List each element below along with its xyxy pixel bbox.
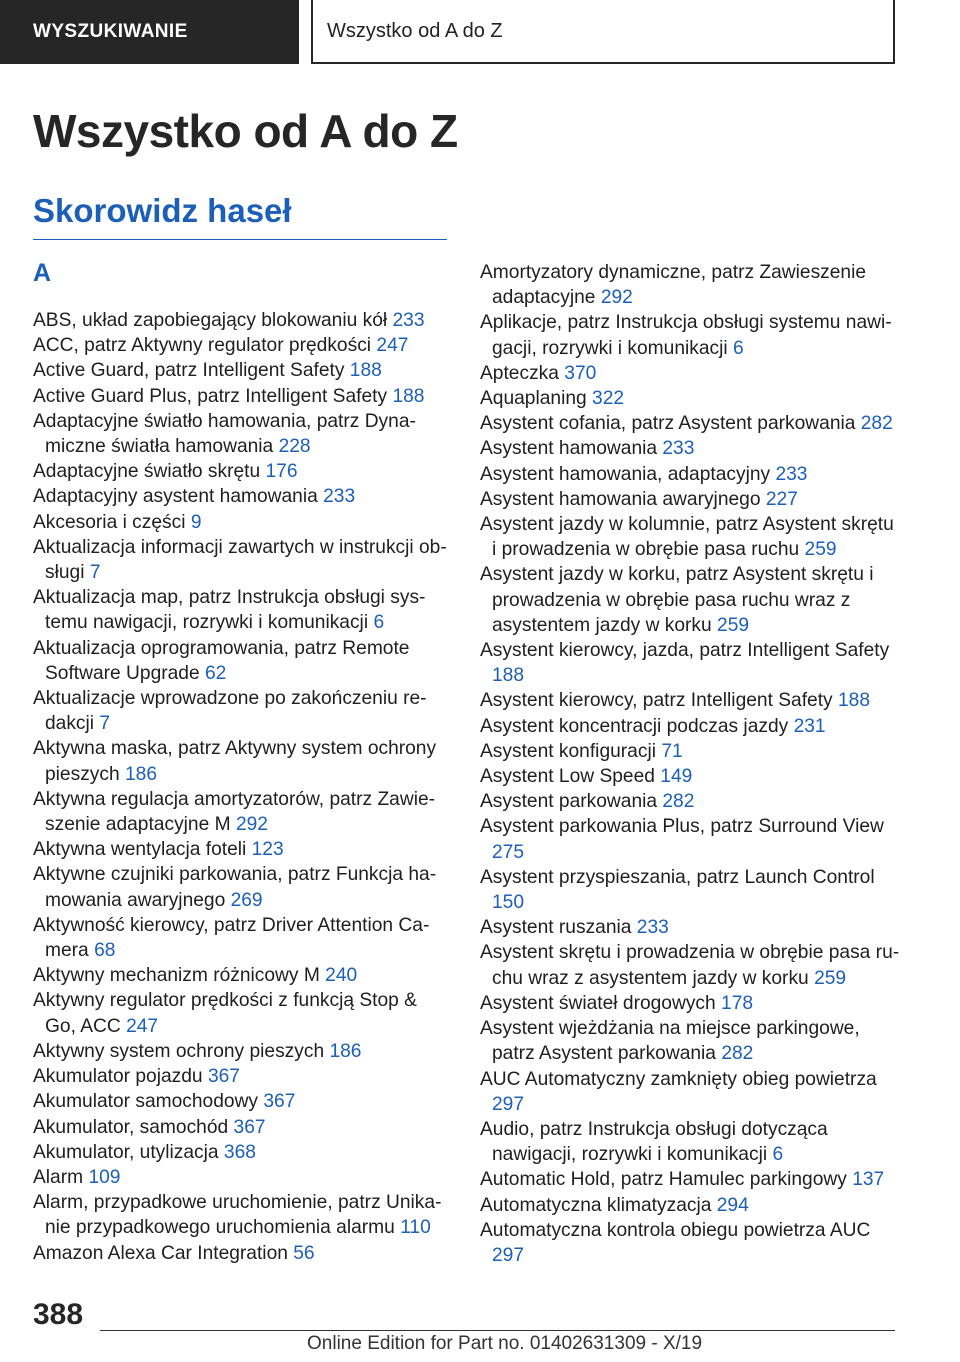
- index-entry: [33, 1089, 451, 1114]
- index-entry: [33, 510, 451, 535]
- index-entry-term: ABS, układ zapobiegający blokowaniu kół: [33, 310, 388, 331]
- index-entry: [33, 1064, 451, 1089]
- index-entry: [480, 512, 900, 562]
- index-entry: [480, 638, 900, 688]
- index-entry: [33, 459, 451, 484]
- index-entry: [33, 308, 451, 333]
- index-entry-page-link[interactable]: 247: [376, 335, 409, 357]
- index-entry: [33, 913, 451, 963]
- index-entry-page-link[interactable]: 71: [661, 740, 683, 762]
- tab-a-to-z-label: Wszystko od A do Z: [327, 19, 503, 42]
- index-entry: [33, 535, 451, 585]
- index-entry: [480, 310, 900, 360]
- index-entry-page-link[interactable]: 297: [492, 1093, 525, 1115]
- index-entry-term: Adaptacyjny asystent hamowania: [33, 486, 318, 508]
- tab-a-to-z[interactable]: [311, 0, 895, 64]
- index-entry-page-link[interactable]: 367: [233, 1116, 266, 1138]
- page-title: Wszystko od A do Z: [33, 105, 458, 157]
- index-entry-term: Asystent kierowcy, patrz Intelligent Safety: [480, 690, 833, 712]
- index-entry-term: Asystent świateł drogowych: [480, 992, 716, 1014]
- index-entry-page-link[interactable]: 150: [492, 892, 525, 914]
- footer-text: Online Edition for Part no. 01402631309 - X/19: [307, 1333, 703, 1354]
- index-entry: [480, 260, 900, 310]
- index-entry-page-link[interactable]: 6: [373, 612, 385, 634]
- index-entry-term: Asystent wjeżdżania na miejsce parkingowe, patrz Asystent parkowania: [480, 1018, 860, 1065]
- index-entry-page-link[interactable]: 233: [775, 463, 808, 485]
- index-entry-page-link[interactable]: 186: [125, 763, 158, 785]
- index-entry-term: Aktualizacja map, patrz Instrukcja obsługi systemu nawigacji, rozrywki i komunikacji: [33, 587, 426, 634]
- index-entry-page-link[interactable]: 240: [325, 965, 358, 987]
- index-entry-page-link[interactable]: 367: [263, 1091, 296, 1113]
- index-entry-page-link[interactable]: 176: [265, 461, 298, 483]
- index-entry: [480, 1067, 900, 1117]
- index-entry-page-link[interactable]: 137: [852, 1169, 885, 1191]
- index-entry: [33, 736, 451, 786]
- index-entry-term: Aktywna wentylacja foteli: [33, 839, 247, 861]
- index-entry-term: Aktywny regulator prędkości z funkcją Stop & Go, ACC: [33, 990, 417, 1037]
- index-entry-page-link[interactable]: 368: [223, 1141, 256, 1163]
- index-entry-term: Audio, patrz Instrukcja obsługi dotycząca nawigacji, rozrywki i komunikacji: [480, 1118, 828, 1166]
- index-entry: [480, 865, 900, 915]
- page-number: 388: [33, 1298, 84, 1331]
- index-letter: A: [33, 259, 52, 287]
- index-entry: [33, 409, 451, 459]
- index-entry-page-link[interactable]: 109: [88, 1166, 121, 1188]
- index-entry: [33, 585, 451, 635]
- index-entry-term: Asystent hamowania awaryjnego: [480, 488, 761, 510]
- index-entry-page-link[interactable]: 259: [717, 614, 750, 636]
- index-entry-page-link[interactable]: 123: [251, 839, 284, 861]
- index-entry-term: Adaptacyjne światło skrętu: [33, 461, 261, 483]
- index-entry-term: Aktualizacje wprowadzone po zakończeniu redakcji: [33, 688, 427, 735]
- index-entry: [33, 862, 451, 912]
- index-entry: [480, 714, 900, 739]
- index-entry-page-link[interactable]: 297: [492, 1244, 525, 1266]
- index-entry: [33, 1140, 451, 1165]
- index-entry: [480, 487, 900, 512]
- index-entry: [33, 787, 451, 837]
- index-entry-page-link[interactable]: 322: [592, 388, 625, 410]
- index-entry-page-link[interactable]: 233: [323, 486, 356, 508]
- index-entry: [33, 333, 451, 358]
- index-entry-page-link[interactable]: 188: [492, 665, 525, 687]
- index-entry-term: Alarm, przypadkowe uruchomienie, patrz Unikanie przypadkowego uruchomienia alarmu: [33, 1192, 442, 1239]
- index-entry-page-link[interactable]: 282: [721, 1043, 754, 1065]
- index-entry: [33, 384, 451, 409]
- tab-bar: [0, 0, 960, 66]
- index-entry-term: Amazon Alexa Car Integration: [33, 1242, 288, 1264]
- tab-search-label: WYSZUKIWANIE: [33, 21, 188, 42]
- index-entry-term: Aktualizacja oprogramowania, patrz Remote Software Upgrade: [33, 637, 410, 684]
- index-entry-term: Asystent parkowania: [480, 791, 658, 813]
- index-entry: [33, 963, 451, 988]
- index-entry-term: AUC Automatyczny zamknięty obieg powietrza: [480, 1068, 877, 1090]
- index-entry-term: Alarm: [33, 1166, 84, 1188]
- index-entry: [480, 411, 900, 436]
- index-entry: [480, 814, 900, 864]
- index-entry: [33, 1039, 451, 1064]
- index-entry: [33, 484, 451, 509]
- index-entry-term: Automatyczna kontrola obiegu powietrza AUC: [480, 1219, 871, 1241]
- index-entry-page-link[interactable]: 178: [721, 992, 754, 1014]
- index-entry: [480, 436, 900, 461]
- index-entry-term: Aquaplaning: [480, 388, 587, 410]
- index-entry-term: Aktywna maska, patrz Aktywny system ochrony pieszych: [33, 738, 437, 785]
- index-entry: [480, 1193, 900, 1218]
- index-entry-term: Adaptacyjne światło hamowania, patrz Dynamiczne światła hamowania: [33, 410, 416, 458]
- index-entry-term: Aplikacje, patrz Instrukcja obsługi systemu nawigacji, rozrywki i komunikacji: [480, 312, 892, 359]
- index-entry-term: Asystent konfiguracji: [480, 740, 656, 762]
- index-entry-term: Aktywność kierowcy, patrz Driver Attention Camera: [33, 914, 430, 962]
- index-entry-page-link[interactable]: 188: [392, 385, 425, 407]
- index-entry-term: Asystent hamowania: [480, 438, 658, 460]
- index-entry-term: Active Guard Plus, patrz Intelligent Safety: [33, 385, 388, 407]
- index-entry: [480, 361, 900, 386]
- index-entry-term: Asystent jazdy w korku, patrz Asystent skrętu i prowadzenia w obrębie pasa ruchu wraz z asystentem jazdy w korku: [480, 564, 874, 636]
- index-entry: [480, 688, 900, 713]
- index-entry-page-link[interactable]: 294: [716, 1194, 749, 1216]
- index-entry-term: Asystent ruszania: [480, 917, 632, 939]
- index-entry-term: ACC, patrz Aktywny regulator prędkości: [33, 335, 372, 357]
- index-entry-term: Akumulator, utylizacja: [33, 1141, 219, 1163]
- index-entry: [33, 1115, 451, 1140]
- index-entry-term: Asystent koncentracji podczas jazdy: [480, 715, 789, 737]
- index-entry-term: Aktualizacja informacji zawartych w instrukcji obsługi: [33, 536, 447, 584]
- index-entry-term: Akumulator, samochód: [33, 1116, 229, 1138]
- index-entry-page-link[interactable]: 292: [235, 814, 268, 836]
- index-entry-term: Apteczka: [480, 362, 559, 384]
- footer-rule: [100, 1330, 895, 1331]
- index-entry: [480, 739, 900, 764]
- index-entry-page-link[interactable]: 231: [793, 715, 826, 737]
- index-entry-term: Asystent hamowania, adaptacyjny: [480, 463, 771, 485]
- index-entry-page-link[interactable]: 282: [860, 413, 893, 435]
- index-entry: [480, 1016, 900, 1066]
- index-entry-page-link[interactable]: 9: [190, 511, 202, 533]
- index-entry-page-link[interactable]: 269: [230, 889, 263, 911]
- index-entry: [480, 991, 900, 1016]
- index-entry: [480, 562, 900, 638]
- index-entry-page-link[interactable]: 367: [207, 1066, 240, 1088]
- index-entry: [480, 789, 900, 814]
- index-entry-term: Asystent skrętu i prowadzenia w obrębie pasa ruchu wraz z asystentem jazdy w korku: [480, 942, 900, 989]
- index-entry-page-link[interactable]: 259: [814, 967, 847, 989]
- index-entry: [480, 940, 900, 990]
- index-entry-page-link[interactable]: 110: [400, 1217, 431, 1239]
- index-entry-term: Aktywny mechanizm różnicowy M: [33, 965, 320, 987]
- index-entry-page-link[interactable]: 6: [732, 337, 744, 359]
- index-entry-term: Asystent cofania, patrz Asystent parkowania: [480, 413, 856, 435]
- index-entry: [33, 1241, 451, 1266]
- index-entry-page-link[interactable]: 233: [662, 438, 695, 460]
- index-entry-page-link[interactable]: 233: [636, 917, 669, 939]
- index-entry-term: Asystent parkowania Plus, patrz Surround View: [480, 816, 884, 838]
- index-entry-page-link[interactable]: 247: [126, 1015, 159, 1037]
- index-entry: [33, 1190, 451, 1240]
- index-entry-page-link[interactable]: 282: [662, 791, 695, 813]
- index-entry: [33, 837, 451, 862]
- section-title-rule: [33, 239, 447, 240]
- index-entry: [480, 386, 900, 411]
- index-entry-term: Automatyczna klimatyzacja: [480, 1194, 712, 1216]
- index-entry-term: Asystent Low Speed: [480, 766, 655, 788]
- index-entry: [480, 915, 900, 940]
- index-column-left: [33, 258, 451, 1266]
- index-entry-term: Asystent jazdy w kolumnie, patrz Asystent skrętu i prowadzenia w obrębie pasa ruchu: [480, 514, 894, 561]
- index-entry: [33, 636, 451, 686]
- index-entry: [33, 1165, 451, 1190]
- index-entry-term: Asystent przyspieszania, patrz Launch Control: [480, 866, 875, 888]
- index-entry-page-link[interactable]: 7: [89, 562, 101, 584]
- index-entry-term: Aktywne czujniki parkowania, patrz Funkcja hamowania awaryjnego: [33, 864, 437, 911]
- index-entry: [480, 764, 900, 789]
- index-entry-term: Akumulator samochodowy: [33, 1091, 259, 1113]
- index-entry: [480, 1117, 900, 1167]
- index-entry: [33, 358, 451, 383]
- index-entry-page-link[interactable]: 7: [99, 713, 111, 735]
- section-title: Skorowidz haseł: [33, 192, 292, 229]
- index-entry: [480, 1218, 900, 1268]
- index-entry-page-link[interactable]: 68: [94, 940, 116, 962]
- index-entry-term: Aktywna regulacja amortyzatorów, patrz Zawieszenie adaptacyjne M: [33, 788, 436, 836]
- index-entry-page-link[interactable]: 292: [600, 287, 633, 309]
- index-entry-page-link[interactable]: 6: [772, 1144, 784, 1166]
- index-entry-term: Akumulator pojazdu: [33, 1066, 203, 1088]
- index-entry-term: Automatic Hold, patrz Hamulec parkingowy: [480, 1169, 847, 1191]
- index-entry-page-link[interactable]: 275: [492, 841, 525, 863]
- index-entry-term: Aktywny system ochrony pieszych: [33, 1040, 325, 1062]
- tab-search[interactable]: [0, 0, 299, 64]
- index-entry-page-link[interactable]: 259: [804, 539, 837, 561]
- index-entry-page-link[interactable]: 227: [765, 488, 798, 510]
- index-entry-page-link[interactable]: 233: [392, 310, 425, 331]
- index-entry-page-link[interactable]: 188: [837, 690, 870, 712]
- index-entry: [480, 462, 900, 487]
- index-entry-page-link[interactable]: 62: [205, 662, 227, 684]
- index-entry-page-link[interactable]: 370: [564, 362, 597, 384]
- index-entry-page-link[interactable]: 186: [329, 1040, 362, 1062]
- index-entry-page-link[interactable]: 188: [349, 360, 382, 382]
- index-entry-term: Akcesoria i części: [33, 511, 186, 533]
- index-entry-page-link[interactable]: 228: [278, 436, 311, 458]
- index-entry: [33, 988, 451, 1038]
- index-entry-page-link[interactable]: 56: [293, 1242, 315, 1264]
- index-entry-term: Active Guard, patrz Intelligent Safety: [33, 360, 345, 382]
- index-column-right: [480, 260, 900, 1268]
- index-entry-page-link[interactable]: 149: [660, 766, 693, 788]
- index-entry: [33, 686, 451, 736]
- index-entry: [480, 1167, 900, 1192]
- index-entry-term: Asystent kierowcy, jazda, patrz Intelligent Safety: [480, 640, 890, 662]
- index-entry-term: Amortyzatory dynamiczne, patrz Zawieszenie adaptacyjne: [480, 262, 867, 309]
